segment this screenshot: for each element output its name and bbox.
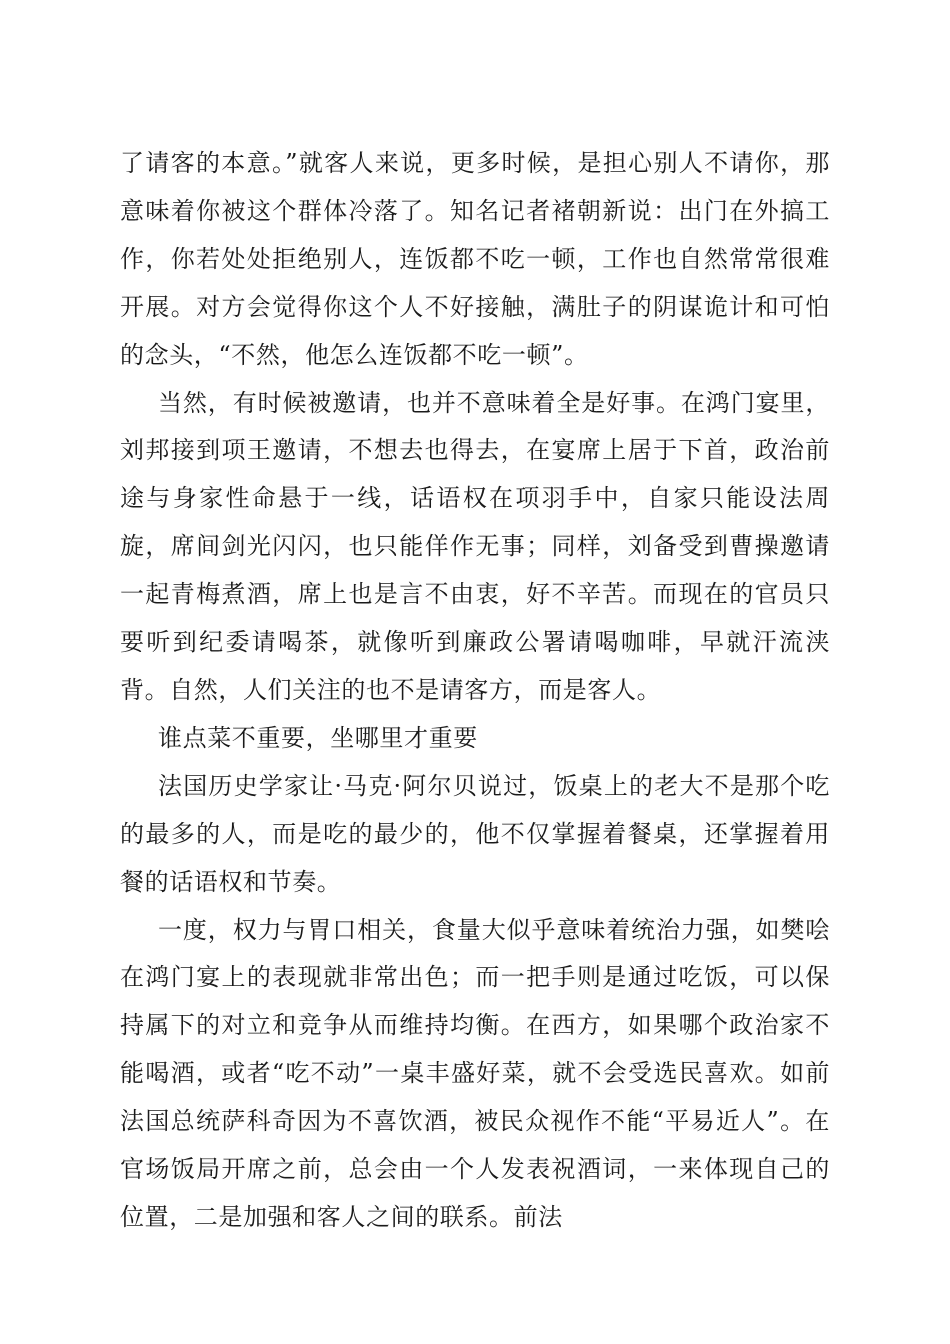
paragraph-continuation: 了请客的本意。”就客人来说，更多时候，是担心别人不请你，那意味着你被这个群体冷落了。知名记者褚朝新说：出门在外搞工作，你若处处拒绝别人，连饭都不吃一顿，工作也自然常常很难开展。对方会觉得你这个人不好接触，满肚子的阴谋诡计和可怕的念头，“不然，他怎么连饭都不吃一顿”。 <box>120 149 830 369</box>
section-heading: 谁点菜不重要，坐哪里才重要 <box>158 723 478 752</box>
paragraph-historian-quote: 法国历史学家让·马克·阿尔贝说过，饭桌上的老大不是那个吃的最多的人，而是吃的最少的，他不仅掌握着餐桌，还掌握着用餐的话语权和节奏。 <box>120 771 830 896</box>
paragraph-hongmen-banquet: 当然，有时候被邀请，也并不意味着全是好事。在鸿门宴里，刘邦接到项王邀请，不想去也得去，在宴席上居于下首，政治前途与身家性命悬于一线，话语权在项羽手中，自家只能设法周旋，席间剑光闪闪，也只能佯作无事；同样，刘备受到曹操邀请一起青梅煮酒，席上也是言不由衷，好不辛苦。而现在的官员只要听到纪委请喝茶，就像听到廉政公署请喝咖啡，早就汗流浃背。自然，人们关注的也不是请客方，而是客人。 <box>120 388 830 704</box>
paragraph-power-appetite: 一度，权力与胃口相关，食量大似乎意味着统治力强，如樊哙在鸿门宴上的表现就非常出色；而一把手则是通过吃饭，可以保持属下的对立和竞争从而维持均衡。在西方，如果哪个政治家不能喝酒，或者“吃不动”一桌丰盛好菜，就不会受选民喜欢。如前法国总统萨科奇因为不喜饮酒，被民众视作不能“平易近人”。在官场饭局开席之前，总会由一个人发表祝酒词，一来体现自己的位置，二是加强和客人之间的联系。前法 <box>120 915 830 1231</box>
body-text <box>120 140 830 1242</box>
